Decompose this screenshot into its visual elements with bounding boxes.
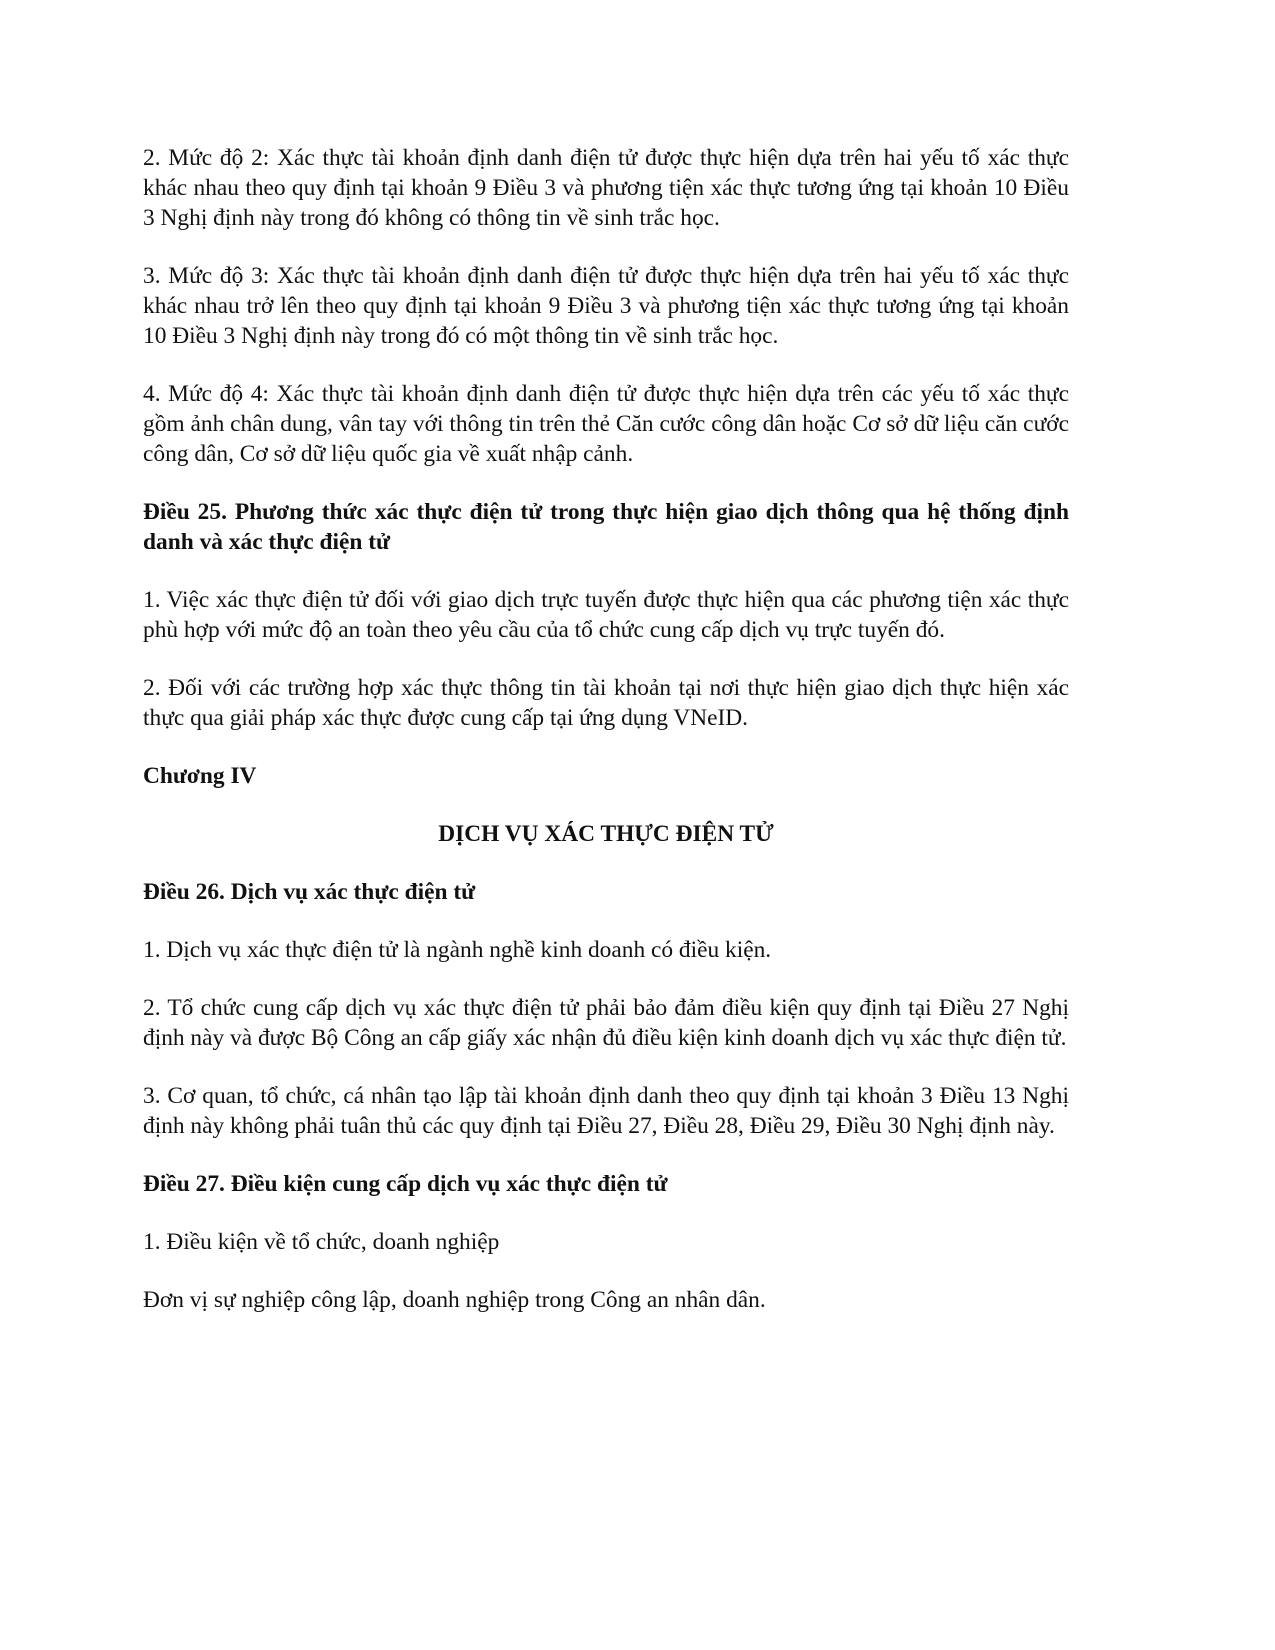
- paragraph-level-3: 3. Mức độ 3: Xác thực tài khoản định danh điện tử được thực hiện dựa trên hai yếu tố xác thực khác nhau trở lên theo quy định tại khoản 9 Điều 3 và phương tiện xác thực tương ứng tại khoản 10 Điều 3 Nghị định này trong đó có một thông tin về sinh trắc học.: [143, 263, 1069, 349]
- chapter-label: Chương IV: [143, 763, 257, 789]
- article-26-heading: Điều 26. Dịch vụ xác thực điện tử: [143, 879, 476, 905]
- article-25-clause-2: 2. Đối với các trường hợp xác thực thông tin tài khoản tại nơi thực hiện giao dịch thực hiện xác thực qua giải pháp xác thực được cung cấp tại ứng dụng VNeID.: [143, 675, 1069, 731]
- document-page: [143, 143, 1069, 1343]
- article-26-clause-2: 2. Tổ chức cung cấp dịch vụ xác thực điện tử phải bảo đảm điều kiện quy định tại Điều 27 Nghị định này và được Bộ Công an cấp giấy xác nhận đủ điều kiện kinh doanh dịch vụ xác thực điện tử.: [143, 995, 1069, 1051]
- article-26-clause-3: 3. Cơ quan, tổ chức, cá nhân tạo lập tài khoản định danh theo quy định tại khoản 3 Điều 13 Nghị định này không phải tuân thủ các quy định tại Điều 27, Điều 28, Điều 29, Điều 30 Nghị định này.: [143, 1083, 1069, 1139]
- article-25-heading: Điều 25. Phương thức xác thực điện tử trong thực hiện giao dịch thông qua hệ thống định danh và xác thực điện tử: [143, 499, 1069, 555]
- chapter-title: DỊCH VỤ XÁC THỰC ĐIỆN TỬ: [438, 821, 774, 847]
- paragraph-level-2: 2. Mức độ 2: Xác thực tài khoản định danh điện tử được thực hiện dựa trên hai yếu tố xác thực khác nhau theo quy định tại khoản 9 Điều 3 và phương tiện xác thực tương ứng tại khoản 10 Điều 3 Nghị định này trong đó không có thông tin về sinh trắc học.: [143, 145, 1069, 231]
- article-27-clause-1: 1. Điều kiện về tổ chức, doanh nghiệp: [143, 1229, 500, 1255]
- article-27-clause-1-body: Đơn vị sự nghiệp công lập, doanh nghiệp trong Công an nhân dân.: [143, 1287, 766, 1313]
- article-25-clause-1: 1. Việc xác thực điện tử đối với giao dịch trực tuyến được thực hiện qua các phương tiện xác thực phù hợp với mức độ an toàn theo yêu cầu của tổ chức cung cấp dịch vụ trực tuyến đó.: [143, 587, 1069, 643]
- article-27-heading: Điều 27. Điều kiện cung cấp dịch vụ xác thực điện tử: [143, 1171, 668, 1197]
- paragraph-level-4: 4. Mức độ 4: Xác thực tài khoản định danh điện tử được thực hiện dựa trên các yếu tố xác thực gồm ảnh chân dung, vân tay với thông tin trên thẻ Căn cước công dân hoặc Cơ sở dữ liệu căn cước công dân, Cơ sở dữ liệu quốc gia về xuất nhập cảnh.: [143, 381, 1069, 467]
- article-26-clause-1: 1. Dịch vụ xác thực điện tử là ngành nghề kinh doanh có điều kiện.: [143, 937, 772, 963]
